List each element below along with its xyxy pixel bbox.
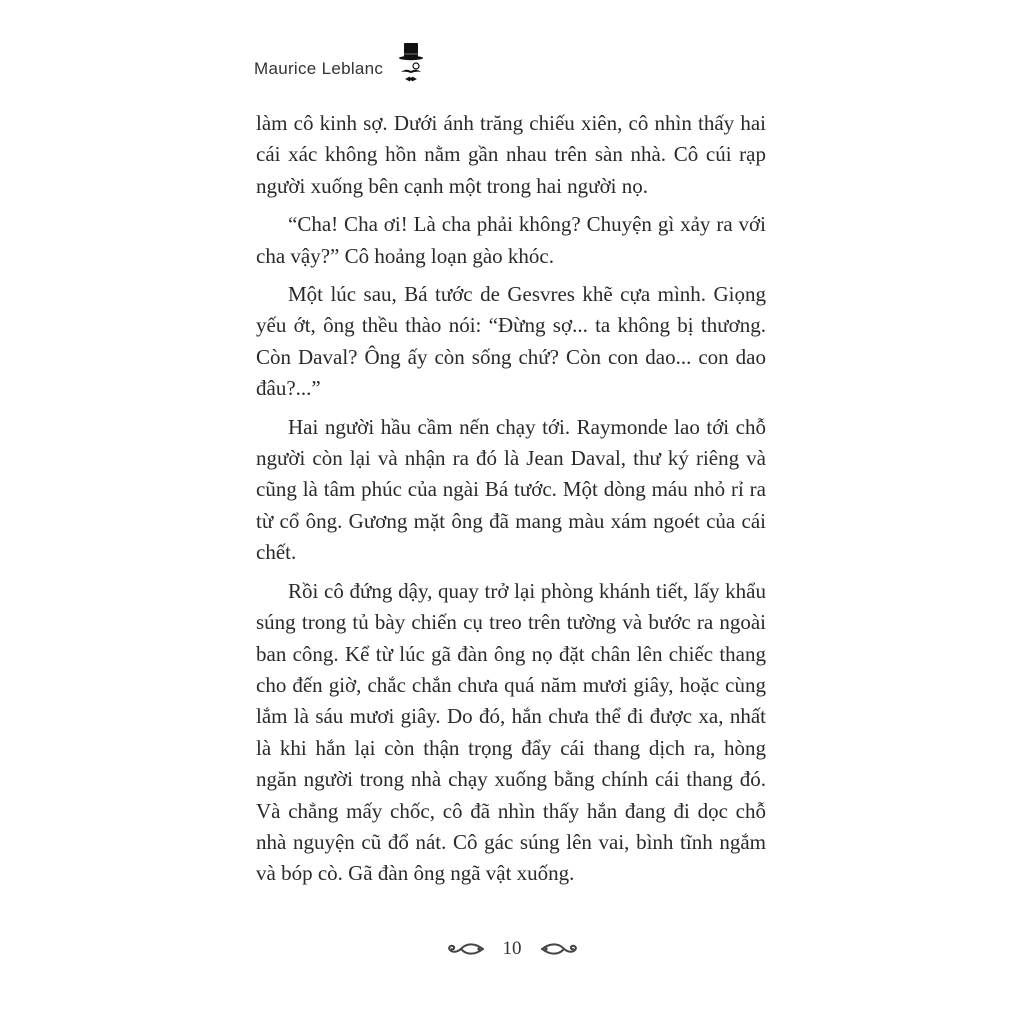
paragraph: “Cha! Cha ơi! Là cha phải không? Chuyện gì xảy ra với cha vậy?” Cô hoảng loạn gào khóc. [256,212,766,268]
paragraph: Một lúc sau, Bá tước de Gesvres khẽ cựa mình. Giọng yếu ớt, ông thều thào nói: “Đừng sợ... ta không bị thương. Còn Daval? Ông ấy còn sống chứ? Còn con dao... con dao đâu?...” [256,282,766,401]
scroll-ornament-right-icon [540,939,580,959]
page-number: 10 [502,938,522,959]
author-name: Maurice Leblanc [254,59,384,78]
page-footer [0,938,1024,960]
paragraph: Hai người hầu cầm nến chạy tới. Raymonde lao tới chỗ người còn lại và nhận ra đó là Jean Daval, thư ký riêng và cũng là tâm phúc của ngài Bá tước. Một dòng máu nhỏ rỉ ra từ cổ ông. Gương mặt ông đã mang màu xám ngoét của cái chết. [256,414,766,565]
paragraph: Rồi cô đứng dậy, quay trở lại phòng khánh tiết, lấy khẩu súng trong tủ bày chiến cụ treo trên tường và bước ra ngoài ban công. Kể từ lúc gã đàn ông nọ đặt chân lên chiếc thang cho đến giờ, chắc chắn chưa quá năm mươi giây, hoặc cùng lắm là sáu mươi giây. Do đó, hắn chưa thể đi được xa, nhất là khi hắn lại còn thận trọng đẩy cái thang dịch ra, hòng ngăn người trong nhà chạy xuống bằng chính cái thang đó. Và chẳng mấy chốc, cô đã nhìn thấy hắn đang đi dọc chỗ nhà nguyện cũ đổ nát. Cô gác súng lên vai, bình tĩnh ngắm và bóp cò. Gã đàn ông ngã vật xuống. [256,578,766,886]
body-text [256,108,766,897]
scroll-ornament-left-icon [445,939,485,959]
paragraph: làm cô kinh sợ. Dưới ánh trăng chiếu xiên, cô nhìn thấy hai cái xác không hồn nằm gần nhau trên sàn nhà. Cô cúi rạp người xuống bên cạnh một trong hai người nọ. [256,111,766,198]
page-header [254,38,425,88]
top-hat-mustache-icon [397,41,425,85]
